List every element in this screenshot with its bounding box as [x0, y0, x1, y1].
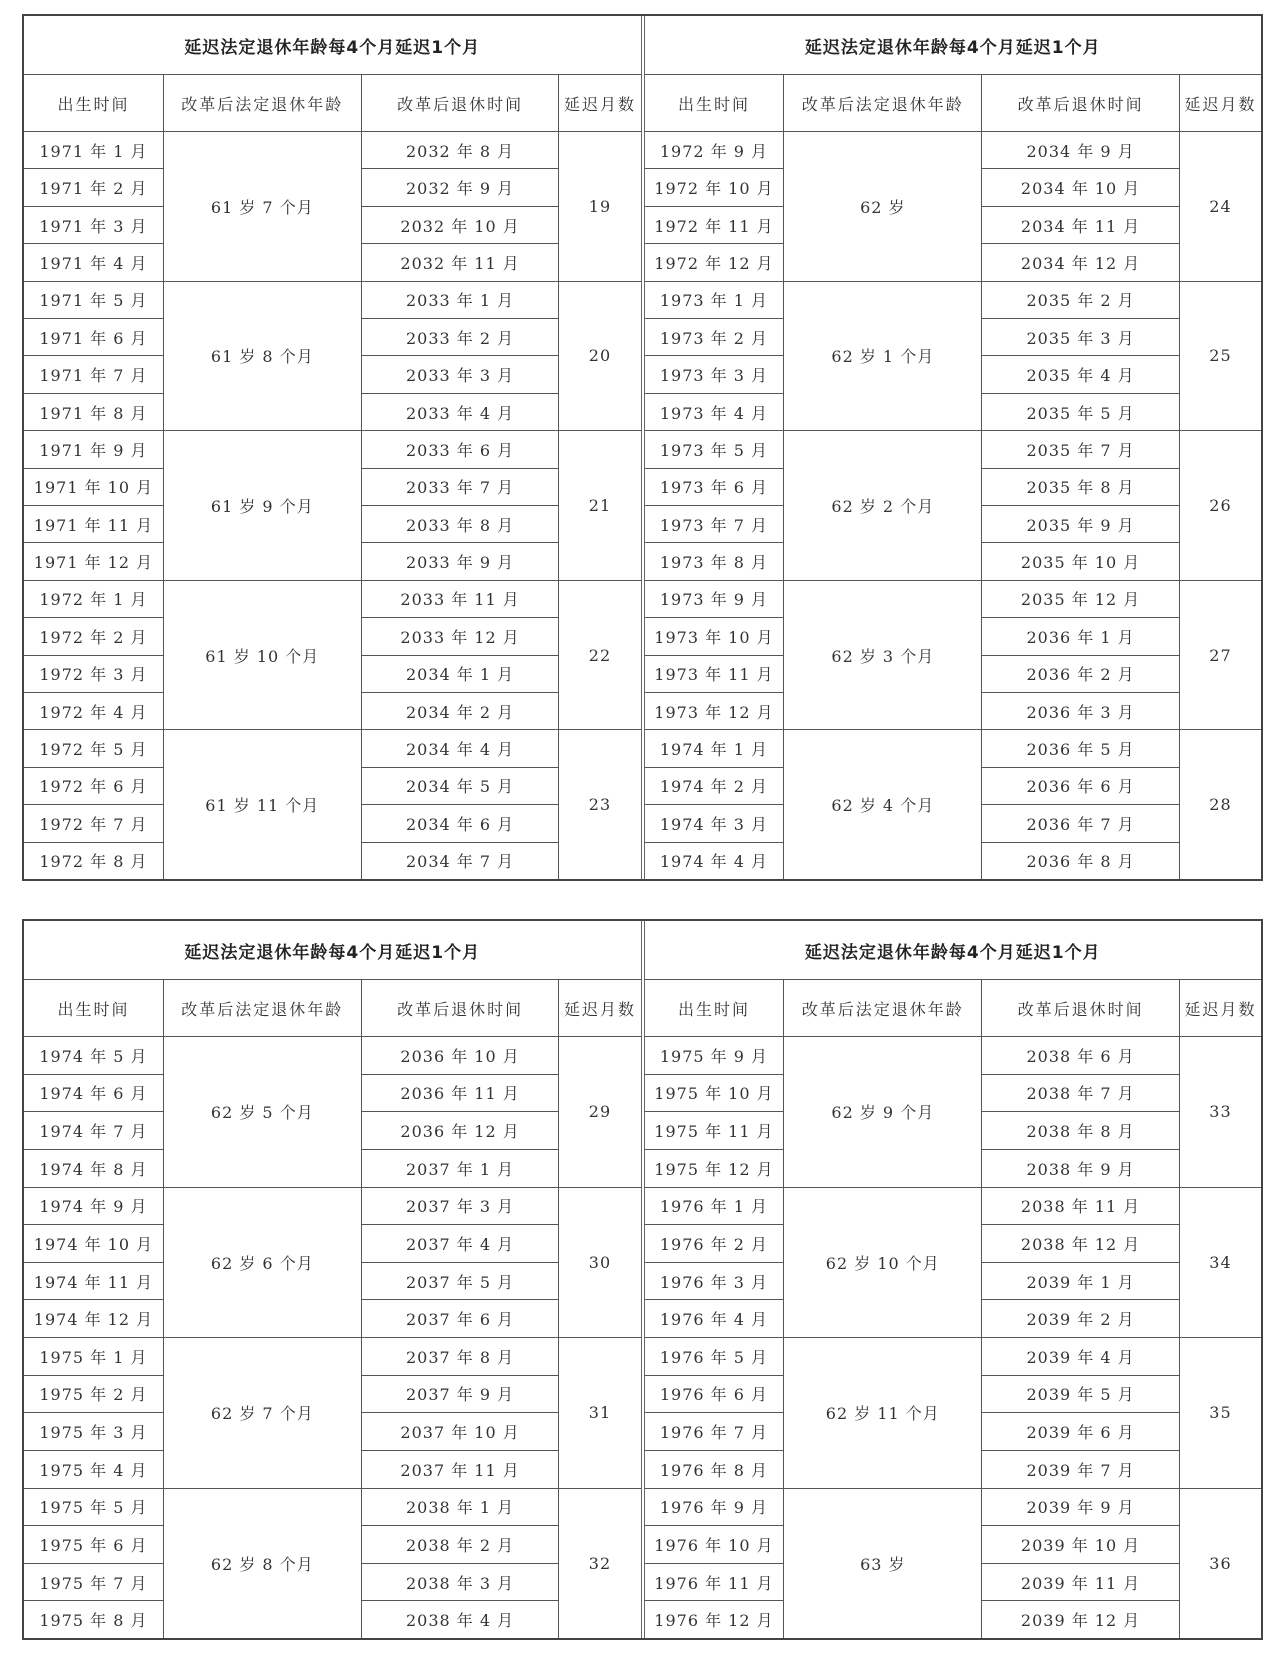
- table-body: [645, 1037, 1262, 1638]
- header-delay-months: 延迟月数: [563, 94, 636, 114]
- birth-time-cell: 1976 年 3 月: [645, 1263, 784, 1301]
- table-group: [645, 1037, 1262, 1188]
- table-group: [24, 431, 641, 581]
- retirement-time-cell: 2033 年 9 月: [405, 553, 515, 573]
- retirement-table-block-2: [22, 919, 1263, 1640]
- retirement-time-cell: 2037 年 8 月: [362, 1338, 559, 1376]
- birth-time-cell: 1976 年 5 月: [645, 1338, 784, 1376]
- header-birth-time: 出生时间: [645, 980, 785, 1036]
- birth-time-cell: 1976 年 9 月: [645, 1489, 784, 1527]
- birth-time-cell: 1975 年 11 月: [645, 1112, 784, 1150]
- birth-time-cell: 1971 年 10 月: [24, 469, 163, 506]
- retirement-time-cell: 2039 年 6 月: [982, 1413, 1179, 1451]
- retirement-time-cell: 2038 年 4 月: [405, 1611, 515, 1631]
- birth-time-cell: 1971 年 2 月: [24, 169, 163, 206]
- retirement-time-column: [982, 1037, 1180, 1187]
- retirement-time-cell: 2034 年 11 月: [982, 207, 1179, 244]
- delay-months-cell: 36: [1209, 1553, 1232, 1573]
- birth-time-cell: 1974 年 3 月: [645, 805, 784, 842]
- birth-time-cell: 1973 年 7 月: [645, 506, 784, 543]
- birth-time-column: [645, 1489, 785, 1639]
- birth-time-cell: 1972 年 10 月: [645, 169, 784, 206]
- retirement-table: [645, 921, 1262, 1638]
- retirement-age-cell: 62 岁 10 个月: [784, 1188, 982, 1338]
- header-retirement-age: 改革后法定退休年龄: [784, 75, 982, 131]
- table-group: [645, 581, 1262, 731]
- retirement-time-cell: 2038 年 1 月: [362, 1489, 559, 1527]
- birth-time-column: [24, 282, 164, 431]
- birth-time-cell: 1971 年 1 月: [24, 132, 163, 169]
- retirement-time-cell: 2034 年 2 月: [405, 702, 515, 722]
- delay-months-cell: 26: [1209, 495, 1232, 515]
- birth-time-cell: 1973 年 3 月: [645, 356, 784, 393]
- table-group: [24, 730, 641, 879]
- table-group: [24, 282, 641, 432]
- birth-time-column: [645, 581, 785, 730]
- table-group: [645, 282, 1262, 432]
- retirement-time-cell: 2036 年 8 月: [1026, 852, 1135, 872]
- birth-time-cell: 1972 年 11 月: [645, 207, 784, 244]
- table-group: [24, 1037, 641, 1188]
- birth-time-cell: 1976 年 8 月: [659, 1460, 769, 1480]
- birth-time-cell: 1973 年 4 月: [659, 403, 769, 423]
- retirement-time-cell: 2035 年 3 月: [982, 319, 1179, 356]
- birth-time-column: [645, 1188, 785, 1338]
- retirement-age-cell: 61 岁 9 个月: [164, 431, 362, 580]
- birth-time-cell: 1975 年 7 月: [24, 1564, 163, 1602]
- retirement-time-cell: 2039 年 2 月: [1026, 1310, 1135, 1330]
- birth-time-cell: 1974 年 10 月: [24, 1225, 163, 1263]
- birth-time-cell: 1974 年 4 月: [659, 852, 769, 872]
- retirement-time-cell: 2036 年 2 月: [982, 656, 1179, 693]
- header-retirement-age: 改革后法定退休年龄: [164, 980, 362, 1036]
- header-delay-months: 延迟月数: [1184, 94, 1257, 114]
- birth-time-cell: 1976 年 12 月: [654, 1611, 774, 1631]
- retirement-time-column: [982, 431, 1180, 580]
- retirement-age-cell: 62 岁 8 个月: [164, 1489, 362, 1639]
- table-body: [24, 1037, 641, 1638]
- delay-months-cell: 31: [588, 1403, 612, 1423]
- birth-time-cell: 1972 年 5 月: [24, 730, 163, 767]
- retirement-age-cell: 63 岁: [784, 1489, 982, 1639]
- birth-time-cell: 1975 年 12 月: [654, 1159, 774, 1179]
- retirement-time-cell: 2038 年 12 月: [982, 1225, 1179, 1263]
- birth-time-cell: 1973 年 2 月: [645, 319, 784, 356]
- column-header-row: [645, 75, 1262, 132]
- retirement-time-cell: 2036 年 12 月: [362, 1112, 559, 1150]
- retirement-time-cell: 2034 年 1 月: [362, 656, 559, 693]
- birth-time-column: [24, 581, 164, 730]
- retirement-time-cell: 2038 年 11 月: [982, 1188, 1179, 1226]
- birth-time-cell: 1972 年 4 月: [39, 702, 148, 722]
- retirement-time-cell: 2035 年 12 月: [982, 581, 1179, 618]
- table-group: [645, 1489, 1262, 1639]
- retirement-time-cell: 2039 年 4 月: [982, 1338, 1179, 1376]
- delay-months-cell: 22: [588, 645, 612, 665]
- header-retirement-time: 改革后退休时间: [362, 75, 560, 131]
- birth-time-cell: 1973 年 5 月: [645, 431, 784, 468]
- birth-time-cell: 1974 年 11 月: [24, 1263, 163, 1301]
- retirement-time-column: [362, 132, 560, 281]
- delay-months-cell: 20: [588, 346, 612, 366]
- birth-time-cell: 1976 年 11 月: [645, 1564, 784, 1602]
- retirement-time-cell: 2037 年 10 月: [362, 1413, 559, 1451]
- retirement-time-cell: 2034 年 6 月: [362, 805, 559, 842]
- retirement-age-cell: 62 岁 5 个月: [164, 1037, 362, 1187]
- birth-time-cell: 1972 年 6 月: [24, 768, 163, 805]
- retirement-time-cell: 2038 年 7 月: [982, 1075, 1179, 1113]
- table-group: [645, 431, 1262, 581]
- delay-months-cell: 34: [1209, 1252, 1232, 1272]
- retirement-time-cell: 2037 年 11 月: [400, 1460, 520, 1480]
- birth-time-cell: 1973 年 6 月: [645, 469, 784, 506]
- retirement-time-cell: 2038 年 3 月: [362, 1564, 559, 1602]
- birth-time-cell: 1974 年 8 月: [39, 1159, 148, 1179]
- birth-time-cell: 1972 年 1 月: [24, 581, 163, 618]
- retirement-time-cell: 2039 年 1 月: [982, 1263, 1179, 1301]
- table-group: [645, 1338, 1262, 1489]
- retirement-time-cell: 2038 年 9 月: [1026, 1159, 1135, 1179]
- retirement-table-block-1: [22, 14, 1263, 881]
- table-body: [645, 132, 1262, 879]
- retirement-age-cell: 61 岁 7 个月: [164, 132, 362, 281]
- header-delay-months: 延迟月数: [1184, 999, 1257, 1019]
- delay-months-cell: 27: [1209, 645, 1232, 665]
- retirement-age-cell: 62 岁 4 个月: [784, 730, 982, 879]
- retirement-time-cell: 2032 年 10 月: [362, 207, 559, 244]
- birth-time-column: [645, 1338, 785, 1488]
- retirement-time-cell: 2035 年 10 月: [1020, 553, 1141, 573]
- birth-time-cell: 1975 年 9 月: [645, 1037, 784, 1075]
- retirement-time-cell: 2034 年 4 月: [362, 730, 559, 767]
- retirement-time-cell: 2033 年 4 月: [405, 403, 515, 423]
- retirement-time-cell: 2035 年 8 月: [982, 469, 1179, 506]
- birth-time-cell: 1974 年 7 月: [24, 1112, 163, 1150]
- retirement-time-cell: 2034 年 12 月: [1020, 253, 1141, 273]
- retirement-age-cell: 61 岁 8 个月: [164, 282, 362, 431]
- birth-time-cell: 1975 年 1 月: [24, 1338, 163, 1376]
- birth-time-column: [24, 1037, 164, 1187]
- retirement-time-cell: 2039 年 5 月: [982, 1376, 1179, 1414]
- birth-time-cell: 1971 年 9 月: [24, 431, 163, 468]
- retirement-time-cell: 2034 年 10 月: [982, 169, 1179, 206]
- retirement-time-cell: 2033 年 11 月: [362, 581, 559, 618]
- retirement-time-cell: 2035 年 5 月: [1026, 403, 1135, 423]
- column-header-row: [645, 980, 1262, 1037]
- header-retirement-age: 改革后法定退休年龄: [784, 980, 982, 1036]
- retirement-time-column: [362, 1489, 560, 1639]
- retirement-time-cell: 2039 年 12 月: [1020, 1611, 1141, 1631]
- birth-time-column: [645, 1037, 785, 1187]
- birth-time-cell: 1971 年 12 月: [33, 553, 154, 573]
- birth-time-cell: 1976 年 6 月: [645, 1376, 784, 1414]
- birth-time-cell: 1973 年 12 月: [654, 702, 774, 722]
- birth-time-column: [645, 132, 785, 281]
- header-delay-months: 延迟月数: [563, 999, 636, 1019]
- retirement-time-column: [982, 1188, 1180, 1338]
- retirement-time-cell: 2033 年 3 月: [362, 356, 559, 393]
- column-header-row: [24, 980, 641, 1037]
- delay-months-cell: 30: [588, 1252, 612, 1272]
- retirement-time-column: [362, 431, 560, 580]
- delay-months-cell: 29: [588, 1102, 612, 1122]
- retirement-time-column: [362, 282, 560, 431]
- birth-time-cell: 1975 年 4 月: [39, 1460, 148, 1480]
- birth-time-cell: 1973 年 10 月: [645, 618, 784, 655]
- table-group: [24, 1188, 641, 1339]
- table-group: [24, 581, 641, 731]
- retirement-time-column: [982, 1489, 1180, 1639]
- retirement-table: [645, 16, 1262, 879]
- retirement-time-cell: 2036 年 1 月: [982, 618, 1179, 655]
- retirement-time-cell: 2038 年 8 月: [982, 1112, 1179, 1150]
- birth-time-cell: 1971 年 6 月: [24, 319, 163, 356]
- header-birth-time: 出生时间: [24, 980, 164, 1036]
- retirement-age-cell: 62 岁 2 个月: [784, 431, 982, 580]
- delay-months-cell: 23: [588, 795, 612, 815]
- retirement-time-cell: 2036 年 10 月: [362, 1037, 559, 1075]
- retirement-time-cell: 2039 年 9 月: [982, 1489, 1179, 1527]
- header-retirement-time: 改革后退休时间: [982, 980, 1180, 1036]
- retirement-age-cell: 61 岁 10 个月: [164, 581, 362, 730]
- delay-months-cell: 32: [588, 1553, 612, 1573]
- retirement-time-cell: 2033 年 6 月: [362, 431, 559, 468]
- retirement-time-column: [362, 1037, 560, 1187]
- birth-time-column: [24, 1489, 164, 1639]
- retirement-time-cell: 2035 年 2 月: [982, 282, 1179, 319]
- delay-months-cell: 35: [1209, 1403, 1232, 1423]
- retirement-age-cell: 62 岁 3 个月: [784, 581, 982, 730]
- birth-time-column: [645, 282, 785, 431]
- retirement-table: [24, 16, 645, 879]
- birth-time-cell: 1976 年 2 月: [645, 1225, 784, 1263]
- retirement-time-cell: 2038 年 6 月: [982, 1037, 1179, 1075]
- retirement-time-cell: 2035 年 9 月: [982, 506, 1179, 543]
- birth-time-column: [24, 730, 164, 879]
- retirement-time-cell: 2039 年 11 月: [982, 1564, 1179, 1602]
- retirement-time-cell: 2037 年 6 月: [405, 1310, 515, 1330]
- birth-time-cell: 1972 年 3 月: [24, 656, 163, 693]
- birth-time-cell: 1975 年 8 月: [39, 1611, 148, 1631]
- birth-time-cell: 1973 年 11 月: [645, 656, 784, 693]
- header-retirement-age: 改革后法定退休年龄: [164, 75, 362, 131]
- birth-time-cell: 1974 年 5 月: [24, 1037, 163, 1075]
- column-header-row: [24, 75, 641, 132]
- table-title: 延迟法定退休年龄每4个月延迟1个月: [24, 921, 641, 980]
- birth-time-cell: 1975 年 2 月: [24, 1376, 163, 1414]
- retirement-time-cell: 2036 年 5 月: [982, 730, 1179, 767]
- retirement-time-cell: 2037 年 9 月: [362, 1376, 559, 1414]
- table-group: [645, 730, 1262, 879]
- birth-time-cell: 1974 年 12 月: [33, 1310, 154, 1330]
- birth-time-cell: 1971 年 4 月: [39, 253, 148, 273]
- birth-time-cell: 1975 年 6 月: [24, 1526, 163, 1564]
- table-body: [24, 132, 641, 879]
- birth-time-cell: 1971 年 5 月: [24, 282, 163, 319]
- header-birth-time: 出生时间: [24, 75, 164, 131]
- birth-time-cell: 1973 年 1 月: [645, 282, 784, 319]
- retirement-age-cell: 62 岁 9 个月: [784, 1037, 982, 1187]
- retirement-time-cell: 2035 年 4 月: [982, 356, 1179, 393]
- birth-time-cell: 1974 年 1 月: [645, 730, 784, 767]
- birth-time-cell: 1971 年 7 月: [24, 356, 163, 393]
- birth-time-cell: 1975 年 10 月: [645, 1075, 784, 1113]
- retirement-age-cell: 62 岁 1 个月: [784, 282, 982, 431]
- birth-time-cell: 1972 年 9 月: [645, 132, 784, 169]
- retirement-time-cell: 2036 年 3 月: [1026, 702, 1135, 722]
- retirement-time-cell: 2037 年 1 月: [405, 1159, 515, 1179]
- birth-time-cell: 1974 年 9 月: [24, 1188, 163, 1226]
- retirement-time-cell: 2033 年 12 月: [362, 618, 559, 655]
- retirement-time-cell: 2037 年 4 月: [362, 1225, 559, 1263]
- delay-months-cell: 33: [1209, 1102, 1232, 1122]
- birth-time-cell: 1976 年 1 月: [645, 1188, 784, 1226]
- retirement-time-cell: 2032 年 9 月: [362, 169, 559, 206]
- retirement-time-column: [982, 581, 1180, 730]
- birth-time-cell: 1971 年 11 月: [24, 506, 163, 543]
- retirement-time-column: [362, 1338, 560, 1488]
- retirement-age-cell: 62 岁 7 个月: [164, 1338, 362, 1488]
- birth-time-cell: 1975 年 3 月: [24, 1413, 163, 1451]
- birth-time-cell: 1976 年 4 月: [659, 1310, 769, 1330]
- table-group: [24, 1489, 641, 1639]
- retirement-time-cell: 2039 年 10 月: [982, 1526, 1179, 1564]
- birth-time-column: [24, 1338, 164, 1488]
- birth-time-column: [24, 431, 164, 580]
- retirement-time-cell: 2033 年 1 月: [362, 282, 559, 319]
- table-title: 延迟法定退休年龄每4个月延迟1个月: [645, 16, 1262, 75]
- birth-time-cell: 1976 年 7 月: [645, 1413, 784, 1451]
- retirement-age-cell: 61 岁 11 个月: [164, 730, 362, 879]
- retirement-time-cell: 2032 年 8 月: [362, 132, 559, 169]
- retirement-time-column: [362, 730, 560, 879]
- table-group: [645, 132, 1262, 282]
- delay-months-cell: 25: [1209, 346, 1232, 366]
- header-retirement-time: 改革后退休时间: [982, 75, 1180, 131]
- birth-time-cell: 1972 年 2 月: [24, 618, 163, 655]
- birth-time-cell: 1973 年 8 月: [659, 553, 769, 573]
- retirement-age-cell: 62 岁 6 个月: [164, 1188, 362, 1338]
- delay-months-cell: 28: [1209, 795, 1232, 815]
- retirement-time-cell: 2039 年 7 月: [1026, 1460, 1135, 1480]
- delay-months-cell: 19: [588, 196, 612, 216]
- retirement-time-column: [982, 132, 1180, 281]
- retirement-time-cell: 2032 年 11 月: [400, 253, 520, 273]
- table-group: [645, 1188, 1262, 1339]
- table-title: 延迟法定退休年龄每4个月延迟1个月: [645, 921, 1262, 980]
- retirement-time-cell: 2033 年 8 月: [362, 506, 559, 543]
- retirement-time-cell: 2034 年 5 月: [362, 768, 559, 805]
- delay-months-cell: 24: [1209, 196, 1232, 216]
- birth-time-cell: 1971 年 3 月: [24, 207, 163, 244]
- retirement-time-cell: 2037 年 3 月: [362, 1188, 559, 1226]
- retirement-time-cell: 2035 年 7 月: [982, 431, 1179, 468]
- retirement-time-column: [362, 1188, 560, 1338]
- retirement-age-cell: 62 岁: [784, 132, 982, 281]
- retirement-time-cell: 2034 年 7 月: [405, 852, 515, 872]
- retirement-time-cell: 2033 年 7 月: [362, 469, 559, 506]
- birth-time-column: [24, 132, 164, 281]
- retirement-table: [24, 921, 645, 1638]
- table-group: [24, 132, 641, 282]
- retirement-time-cell: 2036 年 11 月: [362, 1075, 559, 1113]
- birth-time-cell: 1975 年 5 月: [24, 1489, 163, 1527]
- retirement-time-cell: 2036 年 7 月: [982, 805, 1179, 842]
- birth-time-column: [645, 730, 785, 879]
- birth-time-cell: 1972 年 7 月: [24, 805, 163, 842]
- retirement-time-cell: 2037 年 5 月: [362, 1263, 559, 1301]
- retirement-time-cell: 2038 年 2 月: [362, 1526, 559, 1564]
- birth-time-cell: 1976 年 10 月: [645, 1526, 784, 1564]
- retirement-time-column: [362, 581, 560, 730]
- birth-time-cell: 1972 年 12 月: [654, 253, 774, 273]
- birth-time-cell: 1974 年 2 月: [645, 768, 784, 805]
- delay-months-cell: 21: [588, 495, 612, 515]
- birth-time-cell: 1974 年 6 月: [24, 1075, 163, 1113]
- retirement-time-column: [982, 730, 1180, 879]
- birth-time-cell: 1971 年 8 月: [39, 403, 148, 423]
- table-group: [24, 1338, 641, 1489]
- retirement-time-cell: 2033 年 2 月: [362, 319, 559, 356]
- birth-time-column: [645, 431, 785, 580]
- retirement-time-column: [982, 1338, 1180, 1488]
- birth-time-cell: 1972 年 8 月: [39, 852, 148, 872]
- retirement-time-column: [982, 282, 1180, 431]
- table-title: 延迟法定退休年龄每4个月延迟1个月: [24, 16, 641, 75]
- birth-time-column: [24, 1188, 164, 1338]
- birth-time-cell: 1973 年 9 月: [645, 581, 784, 618]
- retirement-age-cell: 62 岁 11 个月: [784, 1338, 982, 1488]
- header-birth-time: 出生时间: [645, 75, 785, 131]
- retirement-time-cell: 2034 年 9 月: [982, 132, 1179, 169]
- retirement-time-cell: 2036 年 6 月: [982, 768, 1179, 805]
- header-retirement-time: 改革后退休时间: [362, 980, 560, 1036]
